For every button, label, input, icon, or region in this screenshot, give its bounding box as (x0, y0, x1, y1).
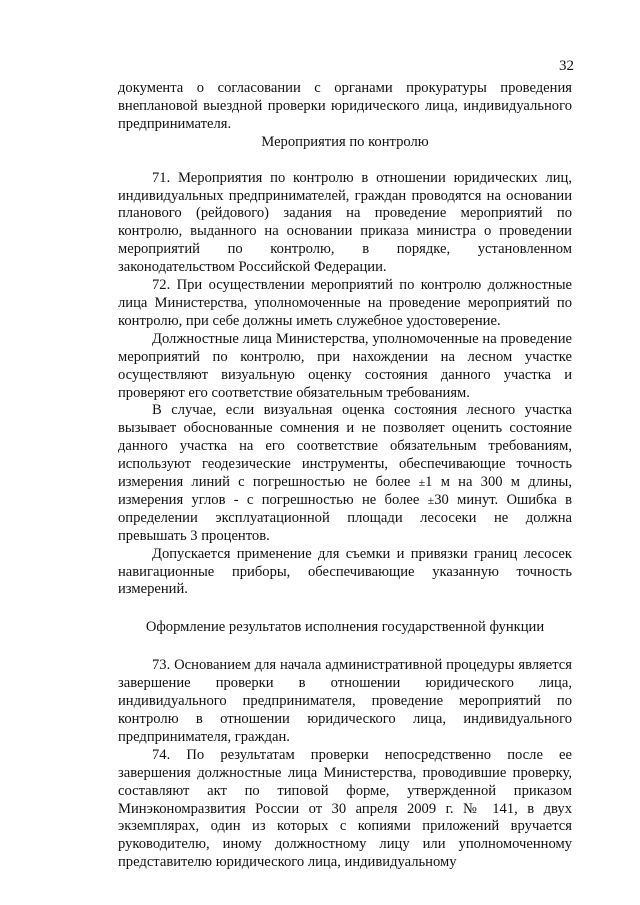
paragraph-continuation: документа о согласовании с органами прокуратуры проведения внеплановой выездной проверки юридического лица, индивидуального предпринимателя. (118, 80, 572, 132)
section-heading-control: Мероприятия по контролю (261, 133, 429, 150)
plus-minus-sign-2: ± (427, 492, 435, 507)
page-number: 32 (559, 58, 574, 74)
paragraph-72-instruments (118, 402, 572, 545)
instruments-text-1: В случае, если визуальная оценка состояния лесного участка вызывает обоснованные сомнения и не позволяет оценить состояние данного участка на его соответствие обязательным требованиям, используют геодезические инструменты, обеспечивающие точность измерения линий с погрешностью не более (118, 402, 572, 491)
paragraph-73: 73. Основанием для начала административной процедуры является завершение проверки в отношении юридического лица, индивидуального предпринимателя, проведение мероприятий по контролю в отношении юридического лица, индивидуального предпринимателя, граждан. (118, 657, 572, 745)
instruments-text-2: 1 м на 300 м длины, измерения углов - с погрешностью не более (118, 474, 573, 508)
instruments-text-3: 30 минут. Ошибка в определении эксплуатационной площади лесосеки не должна превышать 3 процентов. (118, 491, 572, 544)
paragraph-74: 74. По результатам проверки непосредственно после ее завершения должностные лица Министерства, проводившие проверку, составляют акт по типовой форме, утвержденной приказом Минэкономразвития России от 30 апреля 2009 г. № 141, в двух экземплярах, один из которых с копиями приложений вручается руководителю, иному должностному лицу или уполномоченному представителю юридического лица, индивидуальному (118, 746, 572, 871)
plus-minus-sign-1: ± (418, 475, 426, 490)
paragraph-72-officials: Должностные лица Министерства, уполномоченные на проведение мероприятий по контролю, при нахождении на лесном участке осуществляют визуальную оценку состояния данного участка и проверяют его соответствие обязательным требованиям. (118, 330, 572, 401)
paragraph-72: 72. При осуществлении мероприятий по контролю должностные лица Министерства, уполномоченные на проведение мероприятий по контролю, при себе должны иметь служебное удостоверение. (118, 277, 572, 329)
document-body (118, 80, 572, 872)
section-heading-results: Оформление результатов исполнения государственной функции (145, 619, 545, 636)
paragraph-72-navigation: Допускается применение для съемки и привязки границ лесосек навигационные приборы, обеспечивающие указанную точность измерений. (118, 545, 572, 598)
paragraph-71: 71. Мероприятия по контролю в отношении юридических лиц, индивидуальных предпринимателей, граждан проводятся на основании планового (рейдового) задания на проведение мероприятий по контролю, выданного на основании приказа министра о проведении мероприятий по контролю, в порядке, установленном законодательством Российской Федерации. (118, 169, 572, 276)
